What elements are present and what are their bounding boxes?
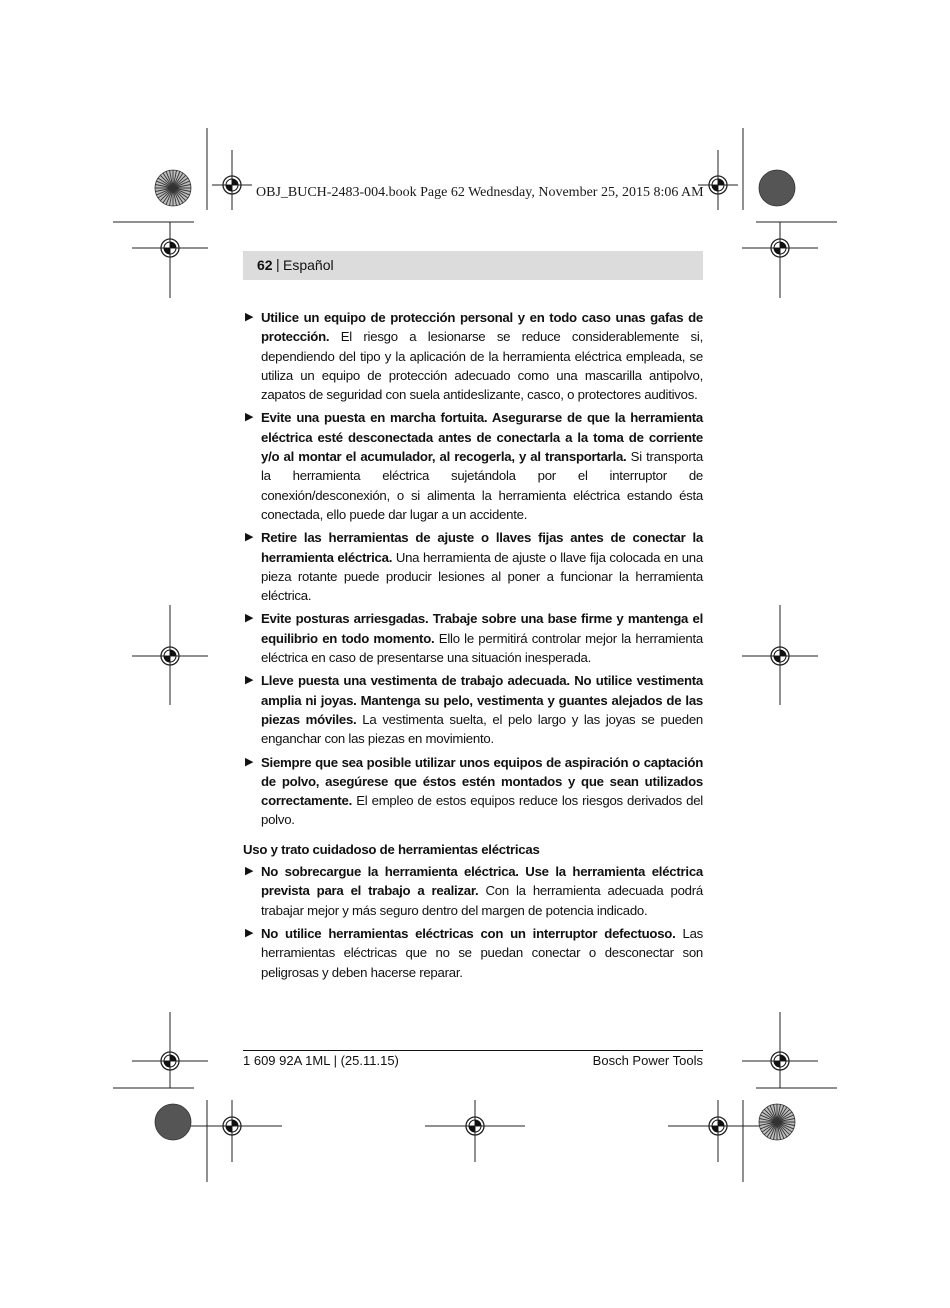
language-label: Español [283, 257, 334, 273]
bullet-arrow-icon: ▶ [245, 612, 254, 625]
item-bold-text: Retire las herramientas de ajuste o llaves fijas antes de conectar la herramienta eléctrica. [261, 530, 703, 565]
item-bold-text: Siempre que sea posible utilizar unos equipos de aspiración o captación de polvo, asegúrese que éstos estén montados y que sean utilizados correctamente. [261, 754, 703, 809]
item-body-text: Ello le permitirá controlar mejor la herramienta eléctrica en caso de presentarse una situación inesperada. [261, 630, 703, 666]
page-header [243, 251, 703, 280]
item-bold-text: Evite una puesta en marcha fortuita. Asegurarse de que la herramienta eléctrica esté desconectada antes de conectarla a la toma de corriente y/o al montar el acumulador, al recogerla, y al transportarla. [261, 410, 703, 465]
bullet-arrow-icon: ▶ [245, 531, 254, 544]
bullet-arrow-icon: ▶ [245, 865, 254, 878]
main-content [243, 308, 703, 986]
list-item [243, 609, 703, 667]
dark-patch-top-right [759, 170, 795, 206]
list-item [243, 528, 703, 605]
crop-marks-top-left [113, 128, 252, 298]
item-bold-text: Utilice un equipo de protección personal y en todo caso unas gafas de protección. [261, 310, 703, 345]
item-body-text: El riesgo a lesionarse se reduce considerablemente si, dependiendo del tipo y la aplicación de la herramienta eléctrica empleada, se utiliza un equipo de protección adecuado como una mascarilla antipolvo, zapatos de seguridad con suela antideslizante, casco, o protectores auditivos. [261, 329, 703, 403]
footer-document-id: 1 609 92A 1ML | (25.11.15) [243, 1053, 399, 1068]
list-item [243, 753, 703, 830]
list-item [243, 308, 703, 404]
item-body-text: Una herramienta de ajuste o llave fija colocada en una pieza rotante puede producir lesiones al poner a funcionar la herramienta eléctrica. [261, 549, 703, 604]
item-bold-text: No utilice herramientas eléctricas con un interruptor defectuoso. [261, 925, 676, 941]
item-bold-text: Lleve puesta una vestimenta de trabajo adecuada. No utilice vestimenta amplia ni joyas. Mantenga su pelo, vestimenta y guantes alejados de las piezas móviles. [261, 673, 703, 727]
footer-brand: Bosch Power Tools [592, 1053, 703, 1068]
list-item [243, 408, 703, 524]
item-bold-text: Evite posturas arriesgadas. Trabaje sobre una base firme y mantenga el equilibrio en todo momento. [261, 611, 703, 646]
section-heading: Uso y trato cuidadoso de herramientas eléctricas [243, 841, 540, 857]
footer-divider [243, 1050, 703, 1051]
item-body-text: Las herramientas eléctricas que no se puedan conectar o desconectar son peligrosas y deben hacerse reparar. [261, 925, 703, 980]
list-item [243, 862, 703, 920]
print-slug: OBJ_BUCH-2483-004.book Page 62 Wednesday, November 25, 2015 8:06 AM [256, 185, 704, 200]
item-body-text: La vestimenta suelta, el pelo largo y las joyas se pueden enganchar con las piezas en movimiento. [261, 711, 703, 747]
page-number: 62 [257, 257, 273, 273]
bullet-arrow-icon: ▶ [245, 926, 254, 939]
bullet-arrow-icon: ▶ [245, 311, 254, 323]
list-item [243, 924, 703, 982]
item-body-text: El empleo de estos equipos reduce los riesgos derivados del polvo. [261, 793, 703, 828]
star-target-bottom-right [759, 1104, 795, 1140]
bullet-arrow-icon: ▶ [245, 755, 254, 768]
bullet-arrow-icon: ▶ [245, 411, 254, 424]
item-body-text: Si transporta la herramienta eléctrica sujetándola por el interruptor de conexión/desconexión, o si alimenta la herramienta eléctrica estando ésta conectada, ello puede dar lugar a un accidente. [261, 449, 703, 522]
list-item [243, 671, 703, 748]
dark-patch-bottom-left [155, 1104, 191, 1140]
item-bold-text: No sobrecargue la herramienta eléctrica. Use la herramienta eléctrica prevista para el trabajo a realizar. [261, 864, 703, 899]
item-body-text: Con la herramienta adecuada podrá trabajar mejor y más seguro dentro del margen de potencia indicado. [261, 883, 703, 918]
star-target-top-left [155, 170, 191, 206]
header-separator: | [276, 256, 280, 272]
bullet-arrow-icon: ▶ [245, 674, 254, 687]
crop-marks-bottom [113, 1012, 837, 1182]
crop-marks-top-right [698, 128, 837, 298]
